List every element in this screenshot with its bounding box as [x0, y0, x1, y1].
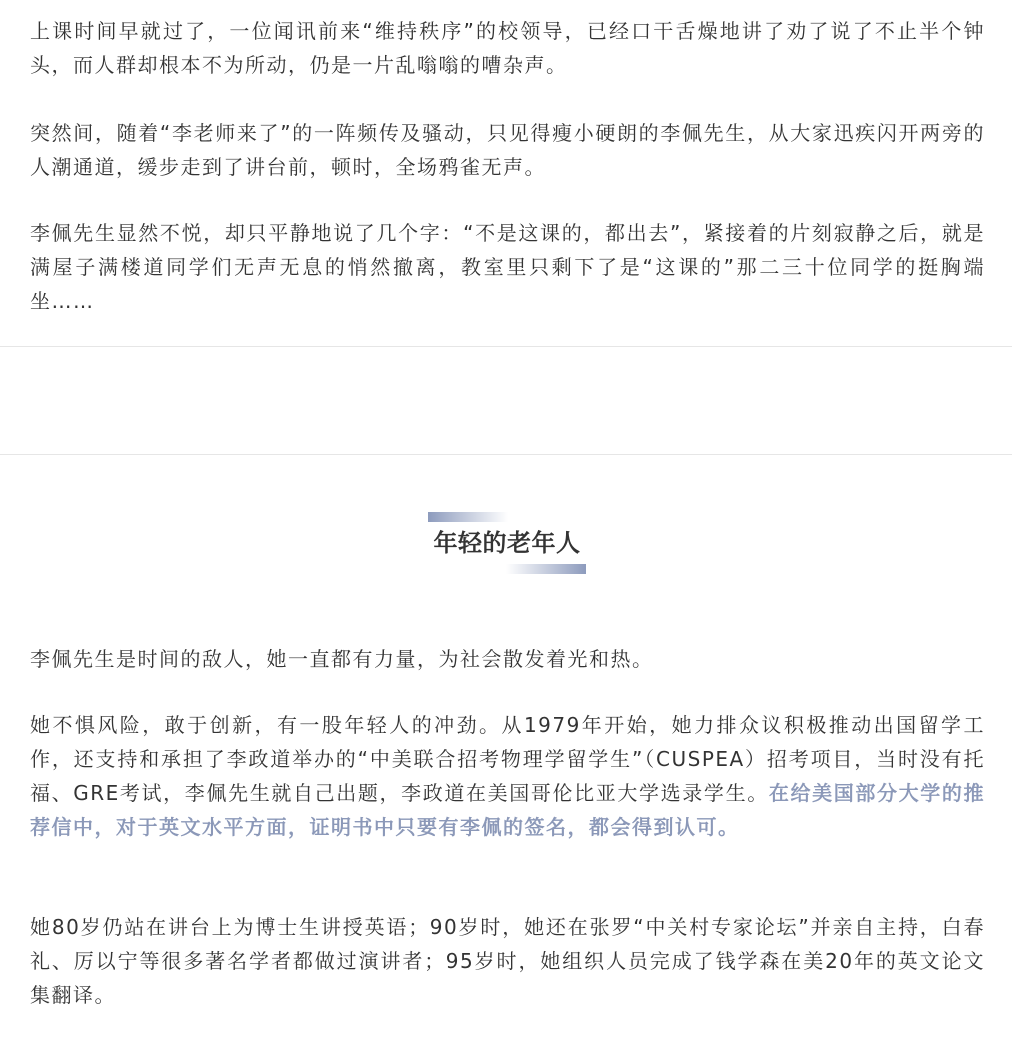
paragraph-later-years: 她80岁仍站在讲台上为博士生讲授英语；90岁时，她还在张罗“中关村专家论坛”并亲自主持，白春礼、厉以宁等很多著名学者都做过演讲者；95岁时，她组织人员完成了钱学森在美20年的英文论文集翻译。 [30, 915, 985, 1007]
heading-accent-bar-bottom [506, 564, 586, 574]
section-divider-top [0, 346, 1012, 347]
highlight-recommendation: 在给美国部分大学的推荐信中，对于英文水平方面，证明书中只要有李佩的签名，都会得到认可。 [30, 781, 986, 839]
paragraph-class-disorder: 上课时间早就过了，一位闻讯前来“维持秩序”的校领导，已经口干舌燥地讲了劝了说了不止半个钟头，而人群却根本不为所动，仍是一片乱嗡嗡的嘈杂声。 [30, 19, 985, 77]
paragraph-enemy-of-time: 李佩先生是时间的敌人，她一直都有力量，为社会散发着光和热。 [30, 647, 654, 671]
section-divider-bottom [0, 454, 1012, 455]
paragraph-cuspea [30, 708, 985, 844]
paragraph-cuspea-text: 她不惧风险，敢于创新，有一股年轻人的冲劲。从1979年开始，她力排众议积极推动出国留学工作，还支持和承担了李政道举办的“中美联合招考物理学留学生”（CUSPEA）招考项目，当时没有托福、GRE考试，李佩先生就自己出题，李政道在美国哥伦比亚大学选录学生。 [30, 713, 985, 805]
paragraph-clear-room: 李佩先生显然不悦，却只平静地说了几个字：“不是这课的，都出去”，紧接着的片刻寂静之后，就是满屋子满楼道同学们无声无息的悄然撤离，教室里只剩下了是“这课的”那二三十位同学的挺胸端坐…… [30, 221, 985, 313]
paragraph-teacher-arrives: 突然间，随着“李老师来了”的一阵频传及骚动，只见得瘦小硬朗的李佩先生，从大家迅疾闪开两旁的人潮通道，缓步走到了讲台前，顿时，全场鸦雀无声。 [30, 121, 985, 179]
heading-accent-bar-top [428, 512, 508, 522]
section-heading: 年轻的老年人 [433, 529, 581, 557]
section-heading-block [428, 512, 586, 576]
